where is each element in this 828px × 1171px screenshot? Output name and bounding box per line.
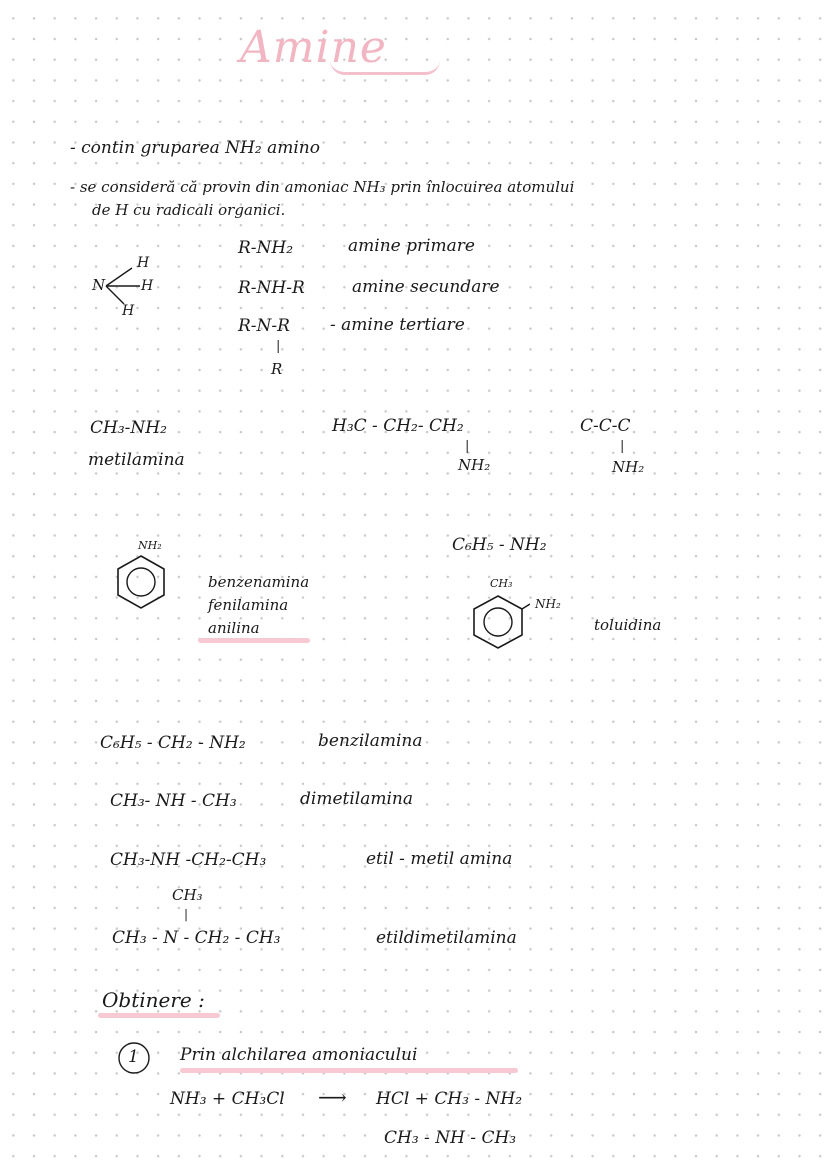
- page-title: Amine: [240, 22, 387, 73]
- propylamine-formula: H₃C - CH₂- CH₂: [332, 416, 464, 436]
- intro-line-3: de H cu radicali organici.: [92, 201, 286, 219]
- ccc-nh2: NH₂: [612, 458, 645, 476]
- aniline-name-1: benzenamina: [208, 573, 310, 591]
- intro-line-1: - contin gruparea NH₂ amino: [70, 138, 320, 158]
- toluidine-nh2: NH₂: [535, 597, 561, 611]
- phenylamine-formula: C₆H₅ - NH₂: [452, 535, 547, 555]
- reaction-arrow-icon: ⟶: [318, 1085, 347, 1109]
- ethylmethylamine-formula: CH₃-NH -CH₂-CH₃: [110, 850, 267, 870]
- ammonia-h-bottom: H: [122, 303, 135, 319]
- aniline-name-2: fenilamina: [208, 596, 289, 614]
- step-title: Prin alchilarea amoniacului: [180, 1045, 418, 1065]
- intro-line-2: - se consideră că provin din amoniac NH₃ prin înlocuirea atomului: [70, 178, 575, 196]
- benzylamine-name: benzilamina: [318, 731, 423, 751]
- benzene-ring-icon: [114, 552, 168, 612]
- toluidine-ch3: CH₃: [490, 577, 513, 590]
- edm-bond: |: [184, 907, 189, 921]
- step-title-highlight: [180, 1068, 518, 1073]
- step-number: 1: [128, 1047, 139, 1067]
- obtinere-heading: Obtinere :: [102, 988, 205, 1012]
- reaction-left: NH₃ + CH₃Cl: [170, 1089, 285, 1109]
- reaction-right: HCl + CH₃ - NH₂: [376, 1089, 523, 1109]
- tertiary-bond: |: [276, 339, 281, 354]
- aniline-name-3: anilina: [208, 619, 260, 637]
- ccc-formula: C-C-C: [580, 416, 631, 436]
- ammonia-h-top: H: [137, 255, 150, 271]
- toluidine-ring-icon: [470, 590, 530, 652]
- anilina-highlight: [198, 638, 310, 643]
- edm-top-ch3: CH₃: [172, 886, 203, 904]
- reaction-product-2: CH₃ - NH - CH₃: [384, 1128, 517, 1148]
- ammonia-h-right: H: [141, 278, 154, 294]
- ammonia-n: N: [92, 276, 106, 294]
- dimethylamine-name: dimetilamina: [300, 789, 413, 809]
- edm-name: etildimetilamina: [376, 928, 517, 948]
- secondary-formula: R-NH-R: [238, 278, 305, 298]
- methylamine-name: metilamina: [88, 450, 185, 470]
- propylamine-nh2: NH₂: [458, 456, 491, 474]
- ammonia-bonds: [102, 262, 142, 308]
- secondary-name: amine secundare: [352, 277, 500, 297]
- edm-formula: CH₃ - N - CH₂ - CH₃: [112, 928, 281, 948]
- ethylmethylamine-name: etil - metil amina: [366, 849, 513, 869]
- benzylamine-formula: C₆H₅ - CH₂ - NH₂: [100, 733, 246, 753]
- obtinere-highlight: [98, 1013, 220, 1018]
- primary-formula: R-NH₂: [238, 238, 294, 258]
- tertiary-formula: R-N-R: [238, 316, 290, 336]
- toluidine-name: toluidina: [594, 616, 662, 634]
- tertiary-r: R: [271, 360, 283, 378]
- ccc-bond: |: [620, 439, 625, 454]
- methylamine-formula: CH₃-NH₂: [90, 418, 167, 438]
- dimethylamine-formula: CH₃- NH - CH₃: [110, 791, 237, 811]
- propylamine-bond: |: [465, 439, 470, 454]
- aniline-nh2: NH₂: [138, 539, 162, 552]
- title-underline: [330, 60, 440, 75]
- tertiary-name: - amine tertiare: [330, 315, 465, 335]
- primary-name: amine primare: [348, 236, 475, 256]
